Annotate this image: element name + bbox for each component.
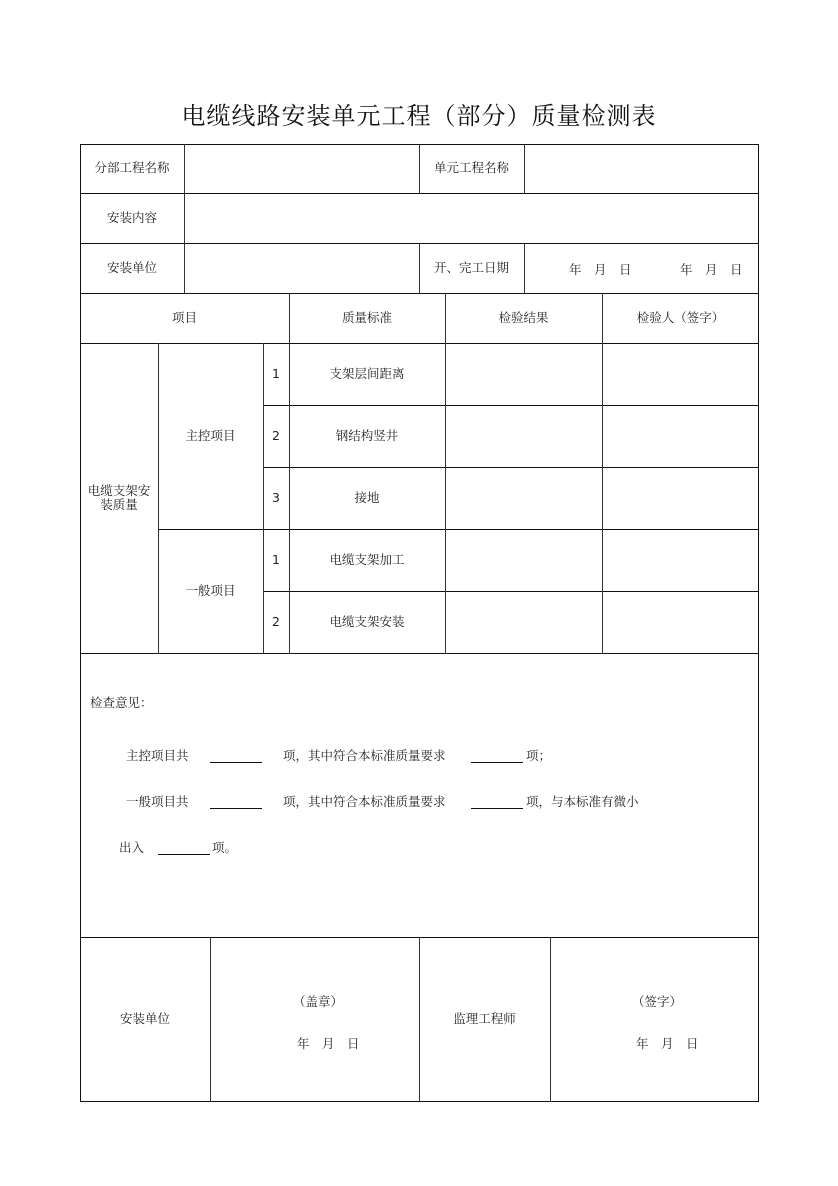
seal-label: （盖章） [293, 994, 344, 1009]
row-standard: 电缆支架加工 [329, 551, 405, 567]
row-divider [80, 653, 759, 654]
content-label: 安装内容 [106, 209, 157, 225]
row-inspector-field[interactable] [603, 405, 759, 467]
supervisor-label: 监理工程师 [453, 1011, 516, 1027]
row-number: 2 [272, 427, 280, 443]
opinion-deviation-suffix: 项。 [212, 840, 238, 855]
row-result-field[interactable] [446, 405, 602, 467]
content-field[interactable] [185, 193, 759, 243]
row-inspector-field[interactable] [603, 591, 759, 653]
col-divider [550, 937, 551, 1102]
opinion-label: 检查意见： [90, 695, 153, 710]
row-result-field[interactable] [446, 529, 602, 591]
end-date-field[interactable]: 年 月 日 [680, 262, 743, 277]
column-header-inspector: 检验人（签字） [636, 309, 725, 325]
column-header-result: 检验结果 [498, 309, 549, 325]
row-result-field[interactable] [446, 343, 602, 405]
row-standard: 电缆支架安装 [329, 613, 405, 629]
seal-date-field[interactable]: 年 月 日 [297, 1036, 360, 1051]
group-general: 一般项目 [185, 582, 236, 598]
sign-label: （签字） [632, 994, 683, 1009]
opinion-deviation-label: 出入 [119, 840, 145, 855]
column-header-standard: 质量标准 [341, 309, 392, 325]
section-name: 电缆支架安装质量 [87, 482, 151, 512]
column-header-item: 项目 [171, 309, 197, 325]
row-standard: 支架层间距离 [329, 365, 405, 381]
deviation-blank[interactable] [158, 854, 210, 855]
row-number: 3 [272, 489, 280, 505]
installer-label: 安装单位 [106, 259, 157, 275]
col-divider [210, 937, 211, 1102]
row-standard: 接地 [354, 489, 380, 505]
opinion-main-count-label: 主控项目共 [126, 748, 189, 763]
form-title: 电缆线路安装单元工程（部分）质量检测表 [181, 102, 657, 130]
unit-field[interactable] [525, 144, 759, 193]
opinion-main-conform-label: 项，其中符合本标准质量要求 [283, 748, 446, 763]
installer-field[interactable] [185, 243, 419, 293]
row-inspector-field[interactable] [603, 467, 759, 529]
row-inspector-field[interactable] [603, 343, 759, 405]
row-inspector-field[interactable] [603, 529, 759, 591]
row-result-field[interactable] [446, 591, 602, 653]
main-total-blank[interactable] [210, 762, 262, 763]
unit-label: 单元工程名称 [433, 160, 509, 176]
opinion-main-suffix: 项； [526, 748, 552, 763]
row-standard: 钢结构竖井 [335, 427, 399, 443]
row-number: 2 [272, 613, 280, 629]
opinion-general-count-label: 一般项目共 [126, 794, 189, 809]
general-total-blank[interactable] [210, 808, 262, 809]
start-date-field[interactable]: 年 月 日 [569, 262, 632, 277]
row-number: 1 [272, 551, 280, 567]
row-result-field[interactable] [446, 467, 602, 529]
row-number: 1 [272, 365, 280, 381]
general-conform-blank[interactable] [471, 808, 523, 809]
main-conform-blank[interactable] [471, 762, 523, 763]
sign-date-field[interactable]: 年 月 日 [636, 1036, 699, 1051]
division-field[interactable] [185, 144, 419, 193]
col-divider [524, 243, 525, 293]
opinion-general-conform-label: 项，其中符合本标准质量要求 [283, 794, 446, 809]
group-main-control: 主控项目 [185, 427, 236, 443]
division-label: 分部工程名称 [94, 160, 170, 176]
signoff-installer-label: 安装单位 [119, 1011, 170, 1027]
date-label: 开、完工日期 [433, 259, 509, 275]
opinion-general-suffix: 项，与本标准有微小 [526, 794, 639, 809]
